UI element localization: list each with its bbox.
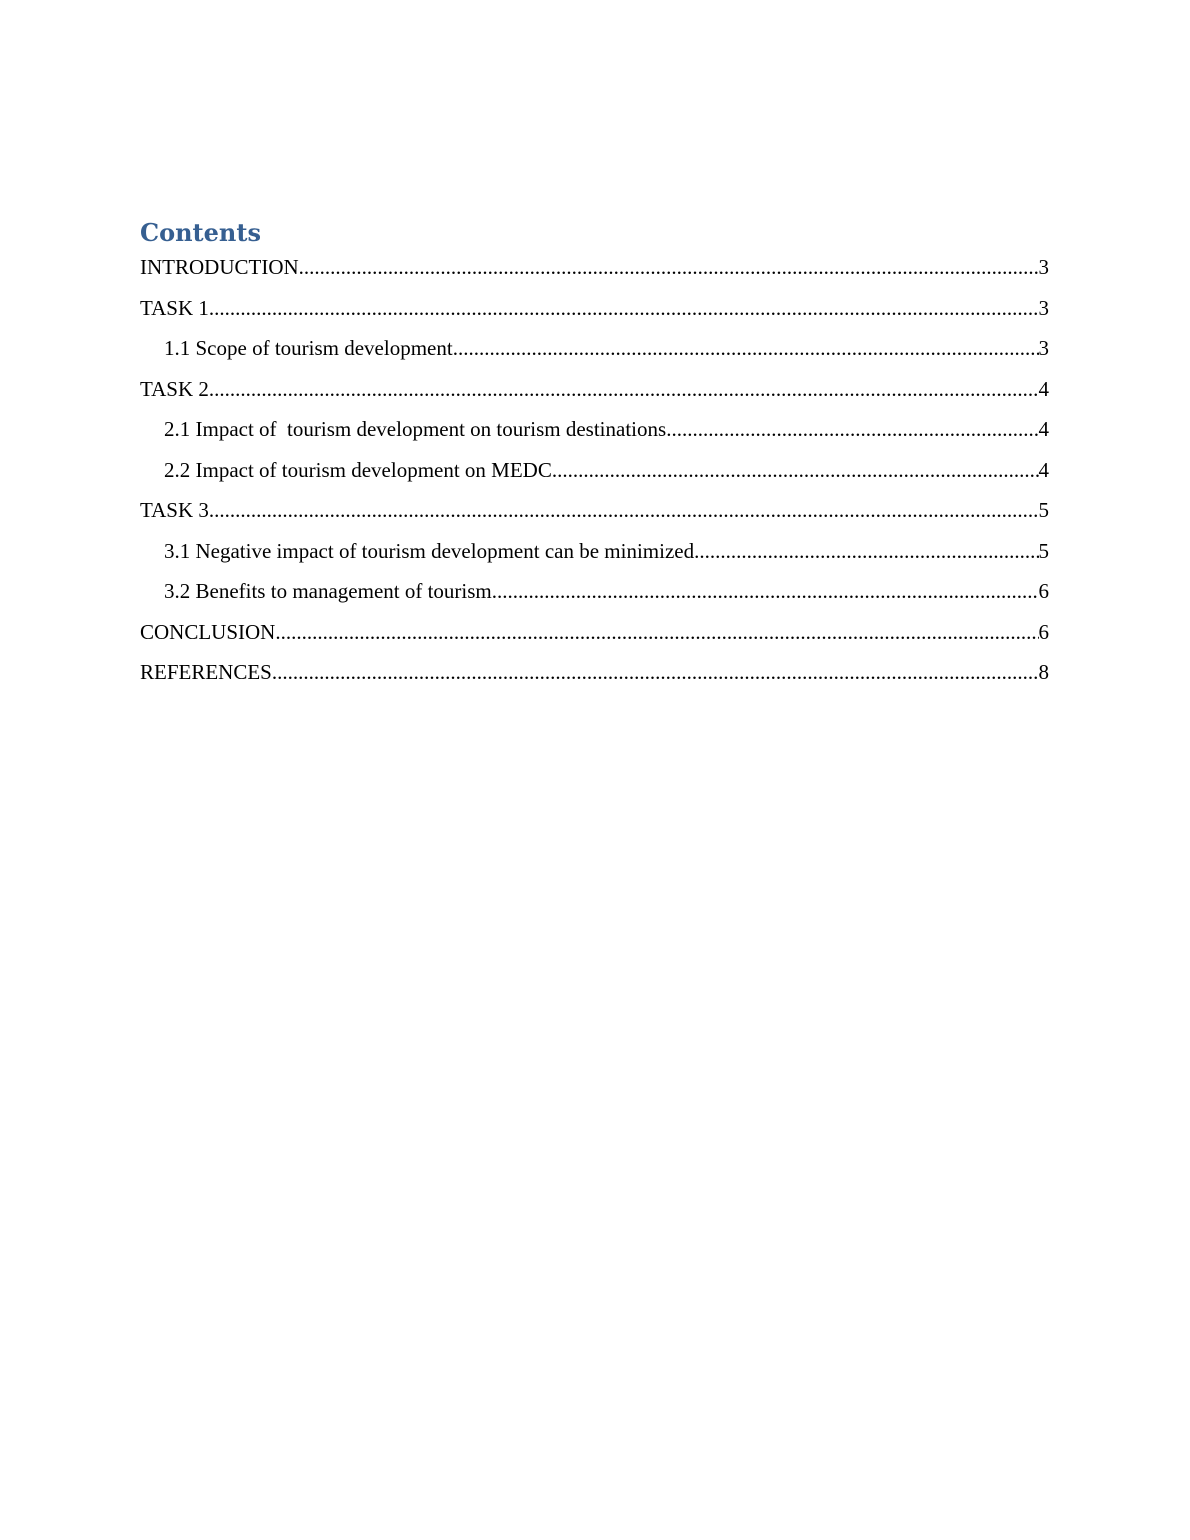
- toc-entry-label: 1.1 Scope of tourism development: [164, 336, 453, 360]
- table-of-contents: [140, 250, 1049, 696]
- toc-entry-label: REFERENCES: [140, 660, 272, 684]
- toc-entry-introduction[interactable]: [140, 250, 1049, 291]
- toc-page-number: 4: [1038, 457, 1049, 482]
- toc-entry-conclusion[interactable]: [140, 615, 1049, 656]
- toc-dot-leader: [666, 412, 1038, 446]
- toc-dot-leader: [552, 453, 1039, 487]
- toc-entry-label: TASK 3: [140, 498, 209, 522]
- toc-page-number: 6: [1038, 579, 1049, 603]
- toc-entry-3-2[interactable]: [140, 574, 1049, 615]
- toc-dot-leader: [209, 291, 1039, 325]
- toc-page-number: 6: [1038, 619, 1049, 644]
- toc-entry-task-3[interactable]: [140, 493, 1049, 534]
- toc-entry-label: TASK 1: [140, 295, 209, 320]
- toc-entry-label: 2.2 Impact of tourism development on MEDC: [164, 457, 552, 482]
- toc-entry-task-1[interactable]: [140, 291, 1049, 332]
- toc-entry-label: INTRODUCTION: [140, 255, 299, 279]
- toc-entry-2-2[interactable]: [140, 453, 1049, 494]
- toc-dot-leader: [694, 534, 1038, 568]
- toc-page-number: 4: [1038, 417, 1049, 441]
- toc-heading: Contents: [140, 218, 261, 247]
- toc-page-number: 5: [1038, 538, 1049, 563]
- toc-dot-leader: [209, 493, 1039, 527]
- toc-page-number: 3: [1038, 336, 1049, 360]
- toc-page-number: 3: [1038, 295, 1049, 320]
- toc-dot-leader: [492, 574, 1039, 608]
- toc-entry-references[interactable]: [140, 655, 1049, 696]
- toc-page-number: 3: [1038, 255, 1049, 279]
- toc-entry-2-1[interactable]: [140, 412, 1049, 453]
- toc-dot-leader: [209, 372, 1039, 406]
- toc-entry-task-2[interactable]: [140, 372, 1049, 413]
- toc-dot-leader: [299, 250, 1039, 284]
- toc-entry-1-1[interactable]: [140, 331, 1049, 372]
- toc-entry-label: 3.1 Negative impact of tourism development can be minimized: [164, 538, 695, 563]
- toc-entry-label: 2.1 Impact of tourism development on tourism destinations: [164, 417, 667, 441]
- toc-page-number: 5: [1038, 498, 1049, 522]
- toc-dot-leader: [272, 655, 1039, 689]
- toc-dot-leader: [453, 331, 1039, 365]
- toc-entry-label: 3.2 Benefits to management of tourism: [164, 579, 492, 603]
- toc-entry-3-1[interactable]: [140, 534, 1049, 575]
- toc-entry-label: TASK 2: [140, 376, 209, 401]
- toc-page-number: 8: [1038, 660, 1049, 684]
- toc-page-number: 4: [1038, 376, 1049, 401]
- toc-dot-leader: [275, 615, 1038, 649]
- toc-entry-label: CONCLUSION: [140, 619, 276, 644]
